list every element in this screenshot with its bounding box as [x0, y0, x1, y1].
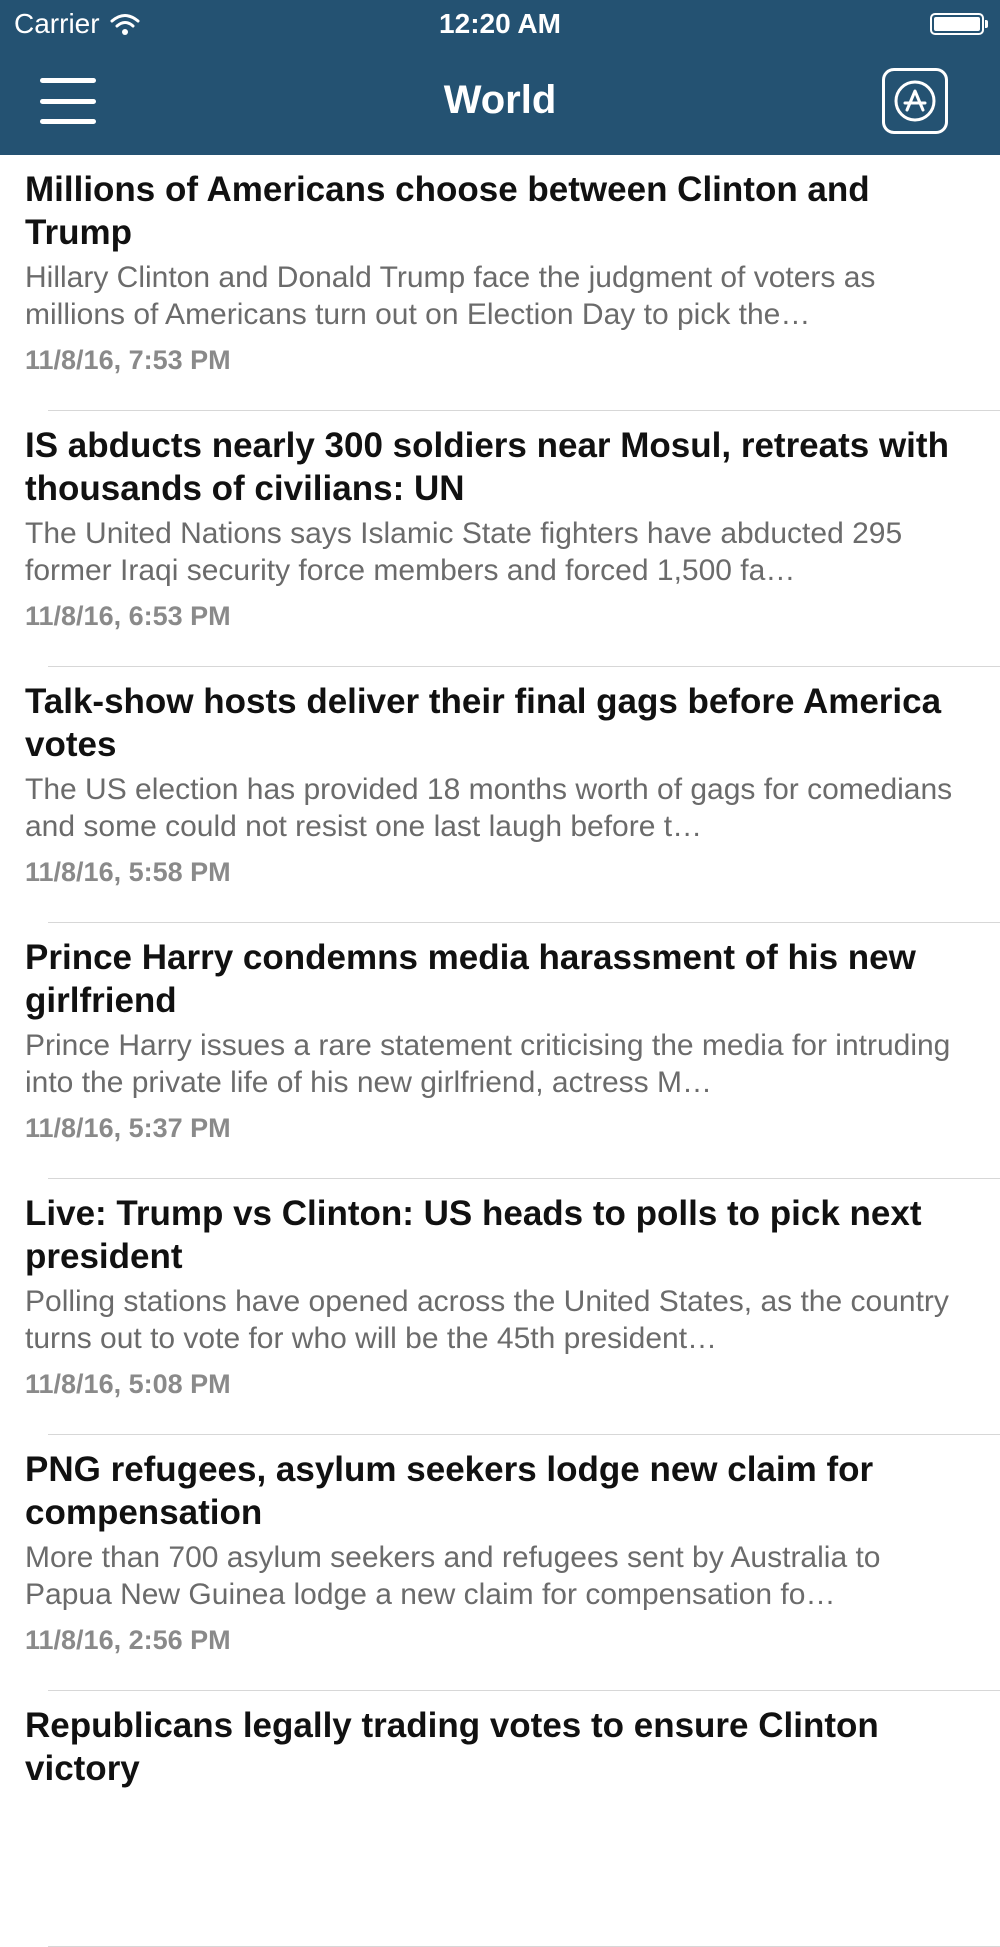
article-date: 11/8/16, 7:53 PM	[25, 345, 231, 375]
article-headline: Prince Harry condemns media harassment of his new girlfriend	[25, 938, 916, 1020]
article-list	[0, 155, 1000, 1947]
article-summary: The US election has provided 18 months worth of gags for comedians and some could not resist one last laugh before t…	[25, 773, 953, 843]
article-summary: Prince Harry issues a rare statement criticising the media for intruding into the private life of his new girlfriend, actress M…	[25, 1029, 951, 1099]
article-item[interactable]	[0, 923, 1000, 1179]
article-headline: IS abducts nearly 300 soldiers near Mosul, retreats with thousands of civilians: UN	[25, 426, 949, 508]
article-date: 11/8/16, 5:08 PM	[25, 1369, 231, 1399]
article-item[interactable]	[0, 155, 1000, 411]
status-bar	[0, 0, 1000, 50]
article-item[interactable]	[0, 1691, 1000, 1947]
article-headline: Millions of Americans choose between Clinton and Trump	[25, 170, 870, 252]
article-date: 11/8/16, 5:58 PM	[25, 857, 231, 887]
page-title: World	[443, 78, 557, 122]
article-headline: Republicans legally trading votes to ensure Clinton victory	[25, 1706, 879, 1788]
article-date: 11/8/16, 2:56 PM	[25, 1625, 231, 1655]
article-headline: PNG refugees, asylum seekers lodge new claim for compensation	[25, 1450, 874, 1532]
battery-icon	[930, 13, 984, 35]
article-headline: Talk-show hosts deliver their final gags before America votes	[25, 682, 942, 764]
article-item[interactable]	[0, 411, 1000, 667]
article-date: 11/8/16, 5:37 PM	[25, 1113, 231, 1143]
article-item[interactable]	[0, 667, 1000, 923]
article-summary: Hillary Clinton and Donald Trump face the judgment of voters as millions of Americans turn out on Election Day to pick the…	[25, 261, 876, 331]
article-headline: Live: Trump vs Clinton: US heads to polls to pick next president	[25, 1194, 922, 1276]
article-item[interactable]	[0, 1179, 1000, 1435]
article-date: 11/8/16, 6:53 PM	[25, 601, 231, 631]
app-store-icon[interactable]	[882, 68, 948, 134]
article-summary: Polling stations have opened across the United States, as the country turns out to vote for who will be the 45th president…	[25, 1285, 949, 1355]
article-summary: The United Nations says Islamic State fighters have abducted 295 former Iraqi security force members and forced 1,500 fa…	[25, 517, 903, 587]
status-time: 12:20 AM	[439, 8, 561, 39]
article-summary: More than 700 asylum seekers and refugees sent by Australia to Papua New Guinea lodge a new claim for compensation fo…	[25, 1541, 881, 1611]
navigation-header	[0, 0, 1000, 155]
article-item[interactable]	[0, 1435, 1000, 1691]
carrier-label: Carrier	[14, 8, 100, 39]
